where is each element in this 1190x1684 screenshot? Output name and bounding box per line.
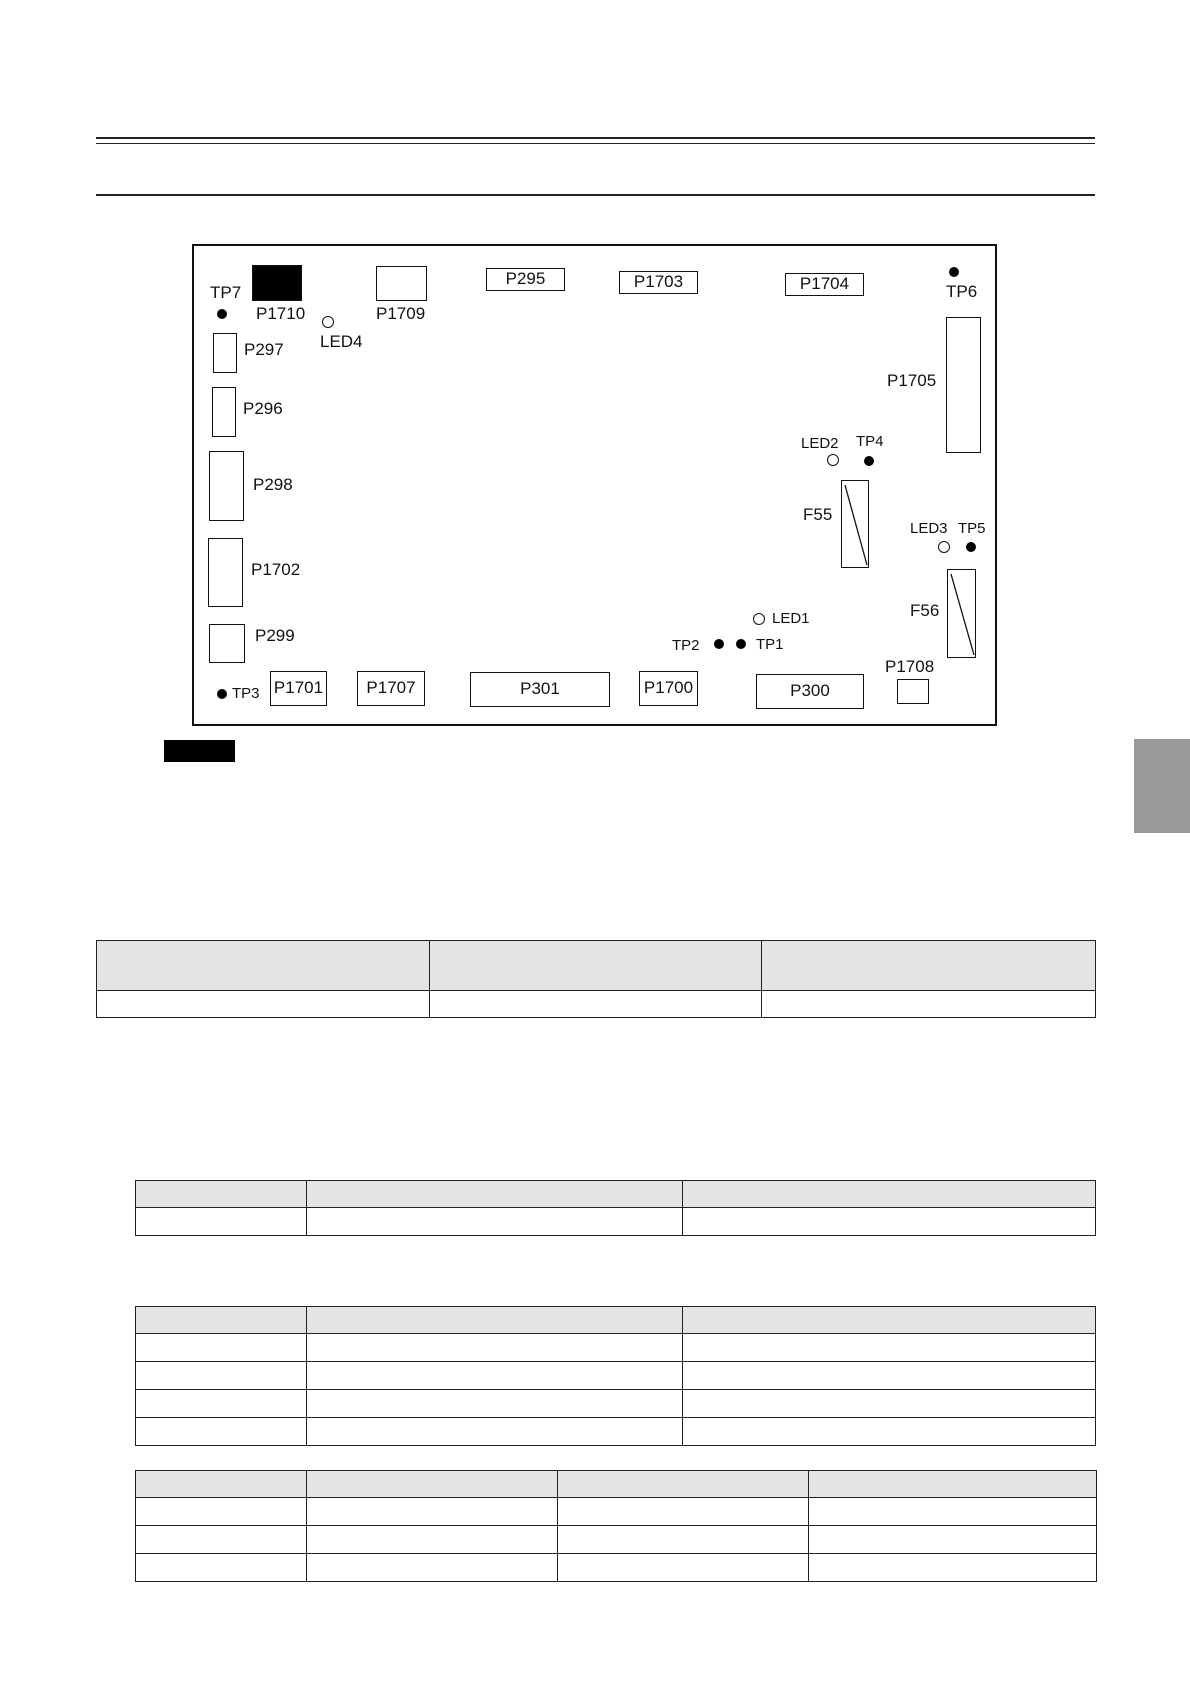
tp6-point <box>949 267 959 277</box>
table-cell <box>809 1498 1097 1526</box>
led4-indicator <box>322 316 334 328</box>
table-cell <box>809 1554 1097 1582</box>
p297-connector <box>213 333 237 373</box>
table-cell <box>683 1390 1096 1418</box>
table-header-cell <box>136 1181 307 1208</box>
table-cell <box>683 1208 1096 1236</box>
led1-label: LED1 <box>772 610 810 627</box>
p301-connector <box>470 672 610 707</box>
table-cell <box>307 1526 558 1554</box>
table-header-cell <box>558 1471 809 1498</box>
tp7-point <box>217 309 227 319</box>
p300-label: P300 <box>790 681 830 700</box>
table-cell <box>558 1498 809 1526</box>
table-header-row <box>136 1307 1096 1334</box>
table-cell <box>136 1526 307 1554</box>
table-cell <box>97 991 430 1018</box>
table-cell <box>136 1498 307 1526</box>
table-row <box>136 1498 1097 1526</box>
table-header-cell <box>683 1307 1096 1334</box>
tp2-point <box>714 639 724 649</box>
tp5-point <box>966 542 976 552</box>
section-thumb-tab <box>1134 739 1190 833</box>
table-header-cell <box>430 941 762 991</box>
table-cell <box>430 991 762 1018</box>
table-cell <box>307 1418 683 1446</box>
table-cell <box>809 1526 1097 1554</box>
f55-label: F55 <box>803 505 833 524</box>
table-row <box>136 1526 1097 1554</box>
p1710-label: P1710 <box>256 304 306 323</box>
table-header-cell <box>307 1307 683 1334</box>
table-cell <box>136 1208 307 1236</box>
table-row <box>136 1418 1096 1446</box>
p1703-connector <box>619 271 698 294</box>
p1700-connector <box>639 671 698 706</box>
table-row <box>97 991 1096 1018</box>
table-cell <box>558 1554 809 1582</box>
table-header-row <box>136 1181 1096 1208</box>
table-row <box>136 1390 1096 1418</box>
tp1-label: TP1 <box>756 636 784 653</box>
table-cell <box>136 1334 307 1362</box>
led4-label: LED4 <box>320 332 363 351</box>
p296-label: P296 <box>243 399 283 418</box>
table-1 <box>96 940 1096 1018</box>
tp4-point <box>864 456 874 466</box>
table-cell <box>136 1362 307 1390</box>
table-row <box>136 1362 1096 1390</box>
tp4-label: TP4 <box>856 433 884 450</box>
table-row <box>136 1334 1096 1362</box>
table-header-cell <box>809 1471 1097 1498</box>
table-cell <box>762 991 1096 1018</box>
table-cell <box>683 1362 1096 1390</box>
table-header-cell <box>683 1181 1096 1208</box>
table-cell <box>307 1498 558 1526</box>
table-cell <box>558 1526 809 1554</box>
tp3-point <box>217 689 227 699</box>
f55-fuse <box>841 480 869 568</box>
header-rule-bottom <box>96 194 1095 196</box>
p1700-label: P1700 <box>643 678 694 697</box>
table-header-cell <box>136 1307 307 1334</box>
p295-connector <box>486 268 565 291</box>
led2-label: LED2 <box>801 435 839 452</box>
p1702-connector <box>208 538 243 607</box>
table-cell <box>683 1334 1096 1362</box>
tp2-label: TP2 <box>672 637 700 654</box>
table-cell <box>136 1390 307 1418</box>
p1705-connector <box>946 317 981 453</box>
f55-fuse-symbol <box>842 481 870 569</box>
p1701-label: P1701 <box>273 678 324 697</box>
p1701-connector <box>270 671 327 706</box>
p1707-label: P1707 <box>366 678 416 697</box>
p1704-label: P1704 <box>799 274 850 293</box>
table-3 <box>135 1306 1096 1446</box>
tp1-point <box>736 639 746 649</box>
p298-connector <box>209 451 244 521</box>
p298-label: P298 <box>253 475 293 494</box>
p1705-label: P1705 <box>887 371 937 390</box>
table-4 <box>135 1470 1097 1582</box>
table-cell <box>307 1208 683 1236</box>
p297-label: P297 <box>244 340 284 359</box>
p1703-label: P1703 <box>633 272 684 291</box>
p299-label: P299 <box>255 626 295 645</box>
p1702-label: P1702 <box>251 560 301 579</box>
f56-label: F56 <box>910 601 940 620</box>
p1709-connector <box>376 266 427 301</box>
table-cell <box>307 1334 683 1362</box>
led3-label: LED3 <box>910 520 948 537</box>
table-2 <box>135 1180 1096 1236</box>
caption-bar <box>164 740 235 762</box>
table-header-cell <box>307 1181 683 1208</box>
table-header-cell <box>136 1471 307 1498</box>
table-cell <box>136 1418 307 1446</box>
tp7-label: TP7 <box>210 283 242 302</box>
p301-label: P301 <box>520 679 560 698</box>
table-cell <box>307 1554 558 1582</box>
table-cell <box>307 1390 683 1418</box>
led2-indicator <box>827 454 839 466</box>
p300-connector <box>756 674 864 709</box>
led1-indicator <box>753 613 765 625</box>
p1708-label: P1708 <box>885 657 935 676</box>
p1708-connector <box>897 679 929 704</box>
p1709-label: P1709 <box>376 304 426 323</box>
p299-connector <box>209 624 245 663</box>
table-row <box>136 1208 1096 1236</box>
p1704-connector <box>785 273 864 296</box>
header-rule-top <box>96 137 1095 139</box>
p1707-connector <box>357 671 425 706</box>
tp5-label: TP5 <box>958 520 986 537</box>
table-header-row <box>97 941 1096 991</box>
table-header-cell <box>97 941 430 991</box>
p1710-connector <box>252 265 302 301</box>
table-cell <box>307 1362 683 1390</box>
p295-label: P295 <box>505 269 546 288</box>
table-header-cell <box>307 1471 558 1498</box>
tp3-label: TP3 <box>232 685 260 702</box>
f56-fuse <box>947 569 976 658</box>
table-header-cell <box>762 941 1096 991</box>
pcb-layout-diagram <box>192 244 997 726</box>
table-header-row <box>136 1471 1097 1498</box>
table-row <box>136 1554 1097 1582</box>
tp6-label: TP6 <box>946 282 978 301</box>
header-rule-top-thin <box>96 143 1095 144</box>
p296-connector <box>212 387 236 437</box>
table-cell <box>136 1554 307 1582</box>
f56-fuse-symbol <box>948 570 977 659</box>
table-cell <box>683 1418 1096 1446</box>
led3-indicator <box>938 541 950 553</box>
